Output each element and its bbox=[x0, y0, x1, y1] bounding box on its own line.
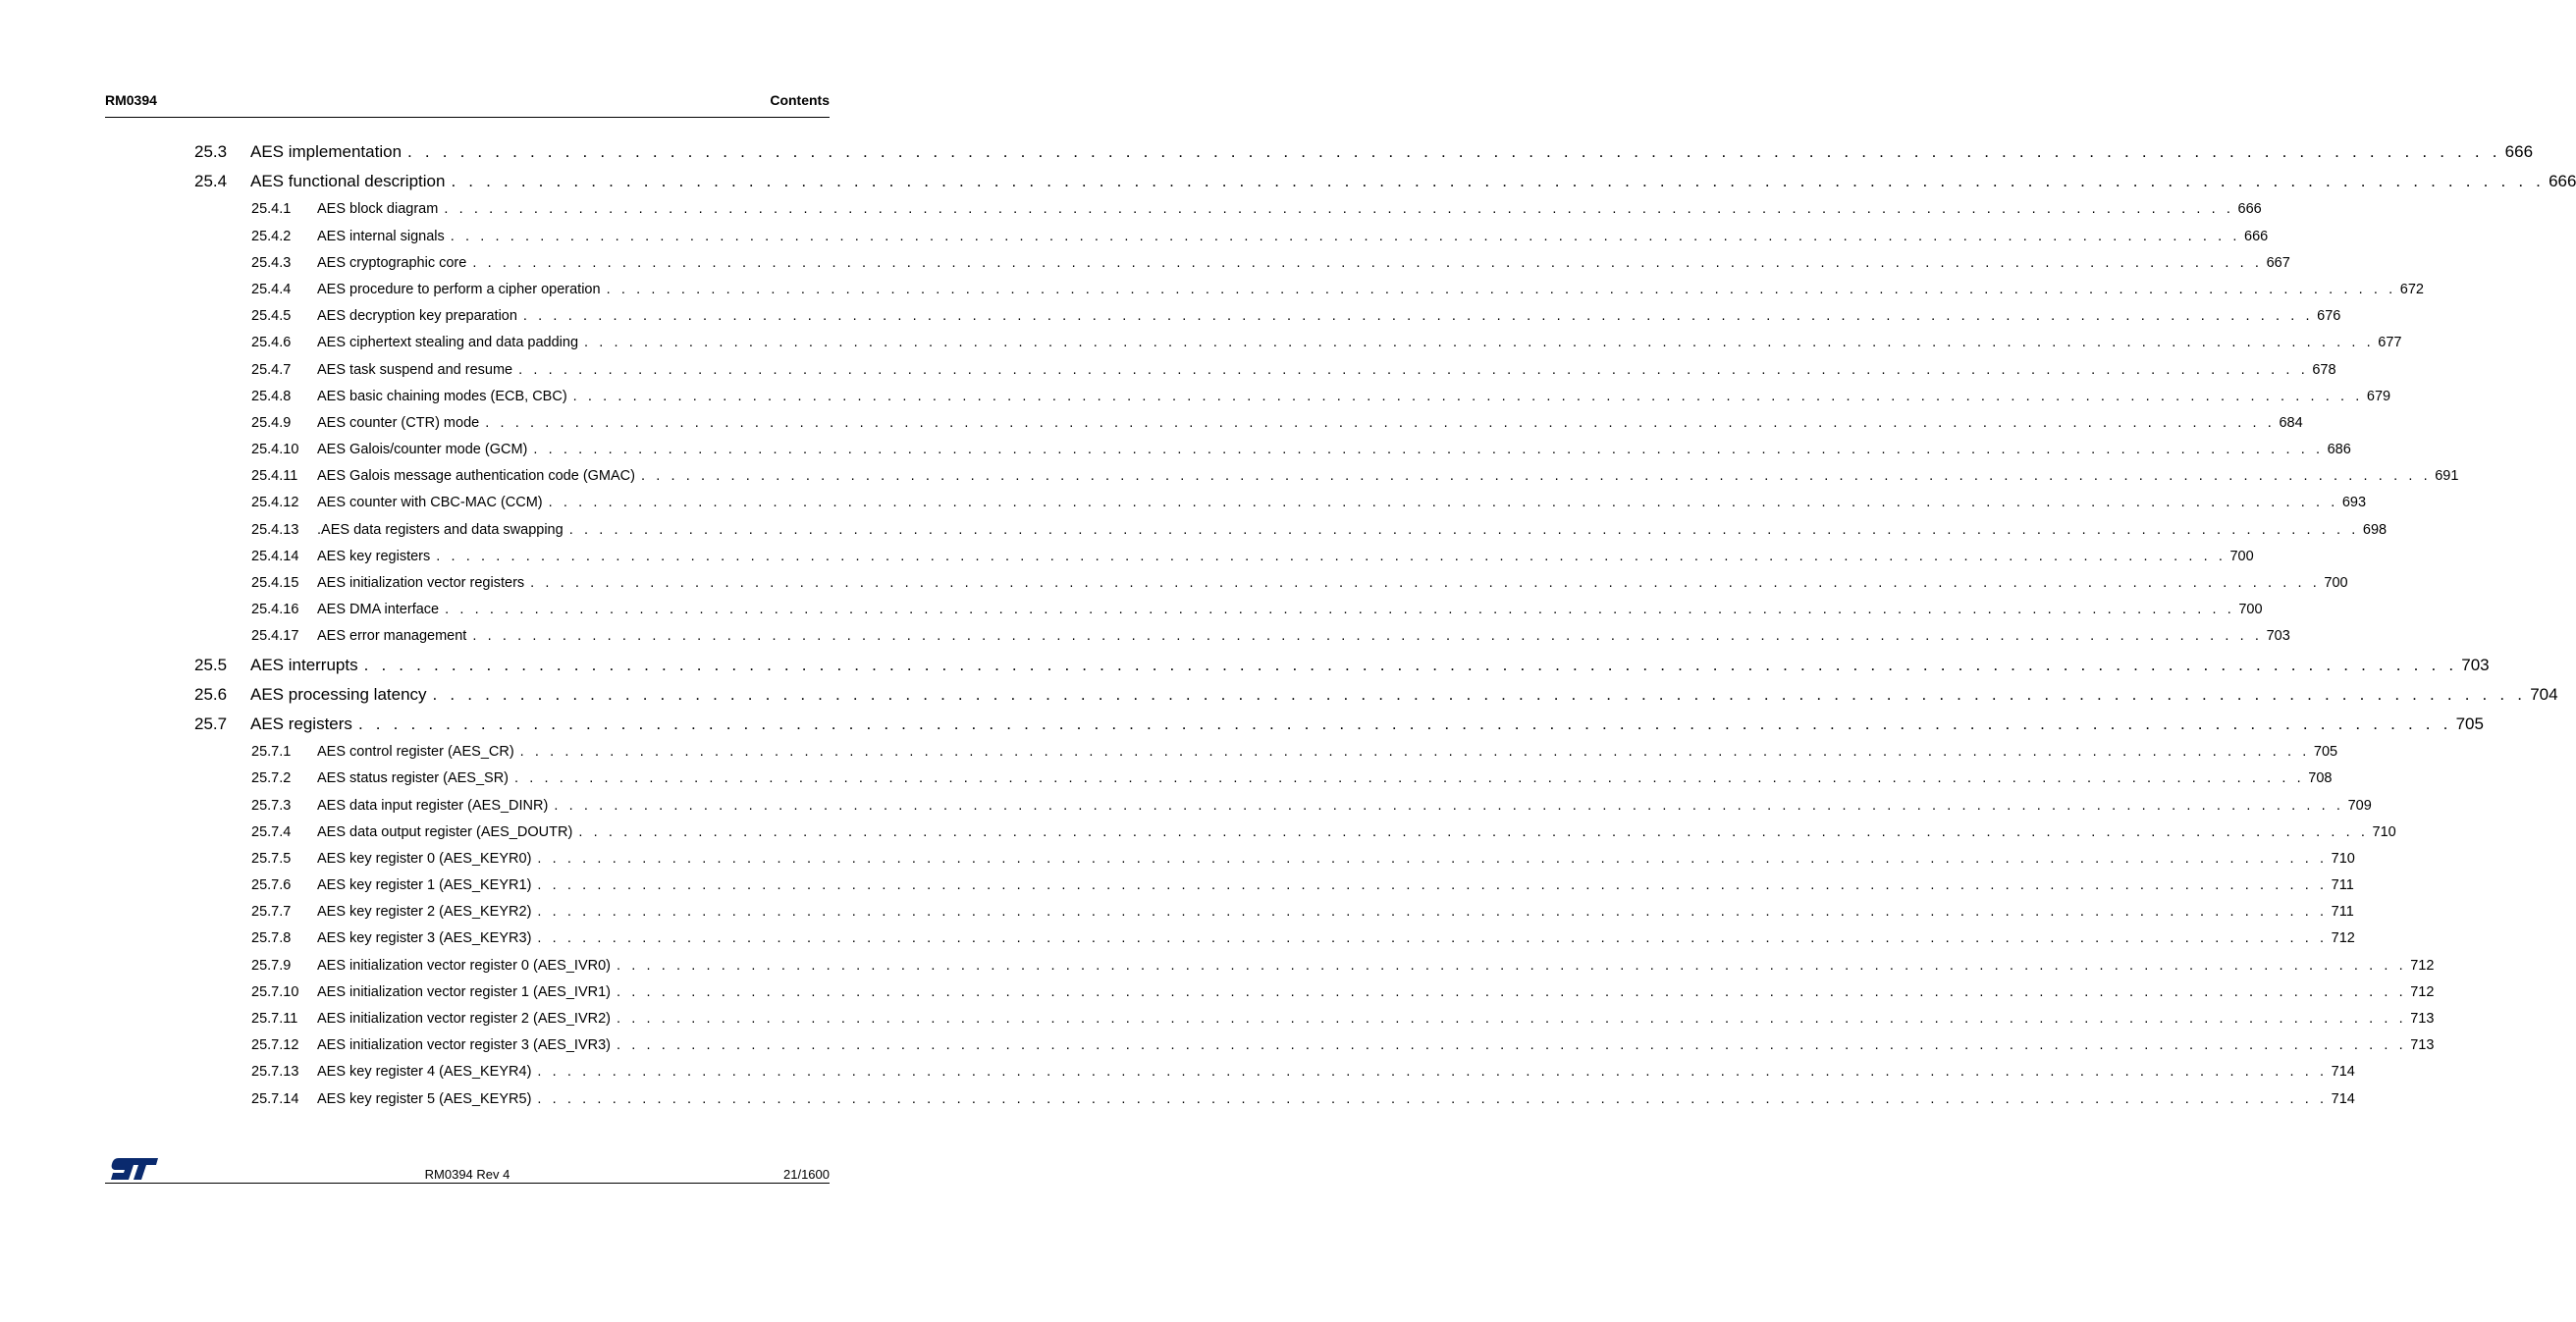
toc-entry-title: AES DMA interface bbox=[317, 602, 440, 618]
toc-entry-title: AES Galois message authentication code (GMAC) bbox=[317, 468, 635, 485]
header-section-title: Contents bbox=[770, 92, 830, 108]
toc-dot-leader: . . . . . . . . . . . . . . . . . . . . . . . . . . . . . . . . . . . . . . . . . . . . . . . . . . . . . . . . . . . . . . . . . . . . . . . . . . . . . . . . . . . . . . . . . . . . . . . . . . . . . . . . . . . . . . . . . . . . . . . . bbox=[432, 684, 2527, 704]
toc-entry-page: 713 bbox=[2410, 1011, 2435, 1027]
toc-entry-number: 25.4.4 bbox=[251, 281, 292, 297]
toc-entry-title: AES internal signals bbox=[317, 228, 445, 244]
page-header bbox=[105, 92, 830, 108]
toc-entry-number: 25.3 bbox=[194, 142, 228, 161]
toc-entry[interactable] bbox=[0, 303, 2341, 330]
toc-entry-number: 25.4.1 bbox=[251, 201, 292, 218]
toc-entry-line bbox=[317, 281, 2424, 297]
toc-entry-page: 666 bbox=[2237, 201, 2262, 218]
toc-entry-page: 672 bbox=[2399, 281, 2424, 297]
toc-dot-leader: . . . . . . . . . . . . . . . . . . . . . . . . . . . . . . . . . . . . . . . . . . . . . . . . . . . . . . . . . . . . . . . . . . . . . . . . . . . . . . . . . . . . . . . . . . . . . . . . . . . . . . . . . . . . . . . . . . . . . . . . bbox=[640, 468, 2432, 485]
toc-entry-page: 666 bbox=[2244, 228, 2269, 244]
toc-entry-title: AES processing latency bbox=[250, 684, 427, 704]
toc-entry-page: 691 bbox=[2435, 468, 2459, 485]
toc-entry-number: 25.7.2 bbox=[251, 770, 292, 787]
toc-entry[interactable] bbox=[0, 739, 2338, 766]
toc-entry-page: 693 bbox=[2341, 495, 2367, 511]
toc-entry-title: AES initialization vector registers bbox=[317, 575, 525, 591]
toc-entry-page: 676 bbox=[2317, 308, 2341, 325]
toc-entry-number: 25.4.10 bbox=[251, 442, 299, 458]
toc-entry-number: 25.7.9 bbox=[251, 957, 292, 974]
toc-dot-leader: . . . . . . . . . . . . . . . . . . . . . . . . . . . . . . . . . . . . . . . . . . . . . . . . . . . . . . . . . . . . . . . . . . . . . . . . . . . . . . . . . . . . . . . . . . . . . . . . . . . . . . . . . . . . . . . . . . . . . . . . bbox=[436, 548, 2227, 564]
toc-entry-number: 25.4.16 bbox=[251, 602, 299, 618]
footer-doc-revision: RM0394 Rev 4 bbox=[424, 1167, 510, 1182]
toc-entry-line bbox=[317, 957, 2435, 974]
toc-entry-page: 710 bbox=[2372, 823, 2396, 840]
toc-entry-number: 25.7.6 bbox=[251, 877, 292, 894]
toc-entry-page: 710 bbox=[2331, 850, 2355, 867]
toc-entry-number: 25.7 bbox=[194, 714, 228, 733]
toc-entry-page: 712 bbox=[2331, 930, 2355, 947]
toc-entry[interactable] bbox=[0, 544, 2254, 570]
toc-entry-line bbox=[250, 714, 2484, 734]
toc-entry[interactable] bbox=[0, 357, 2336, 384]
toc-entry[interactable] bbox=[0, 490, 2367, 516]
toc-entry[interactable] bbox=[0, 793, 2372, 820]
toc-dot-leader: . . . . . . . . . . . . . . . . . . . . . . . . . . . . . . . . . . . . . . . . . . . . . . . . . . . . . . . . . . . . . . . . . . . . . . . . . . . . . . . . . . . . . . . . . . . . . . . . . . . . . . . . . . . . . . . . . . . . . . . . bbox=[548, 495, 2338, 511]
toc-entry-page: 711 bbox=[2331, 877, 2354, 894]
toc-dot-leader: . . . . . . . . . . . . . . . . . . . . . . . . . . . . . . . . . . . . . . . . . . . . . . . . . . . . . . . . . . . . . . . . . . . . . . . . . . . . . . . . . . . . . . . . . . . . . . . . . . . . . . . . . . . . . . . . . . . . . . . . bbox=[451, 172, 2546, 191]
toc-entry-line bbox=[317, 1090, 2355, 1107]
toc-entry-number: 25.4.2 bbox=[251, 228, 292, 244]
toc-entry-line bbox=[317, 823, 2396, 840]
toc-entry[interactable] bbox=[0, 463, 2459, 490]
toc-entry-line bbox=[317, 335, 2402, 351]
toc-dot-leader: . . . . . . . . . . . . . . . . . . . . . . . . . . . . . . . . . . . . . . . . . . . . . . . . . . . . . . . . . . . . . . . . . . . . . . . . . . . . . . . . . . . . . . . . . . . . . . . . . . . . . . . . . . . . . . . . . . . . . . . . bbox=[537, 877, 2328, 894]
toc-entry-page: 698 bbox=[2362, 521, 2388, 538]
toc-entry-line bbox=[317, 254, 2290, 271]
toc-entry-title: AES control register (AES_CR) bbox=[317, 744, 514, 761]
toc-entry-line bbox=[317, 744, 2338, 761]
toc-entry-page: 713 bbox=[2410, 1037, 2435, 1054]
toc-entry-number: 25.7.10 bbox=[251, 983, 299, 1000]
toc-entry-line bbox=[250, 142, 2534, 162]
toc-entry-page: 712 bbox=[2410, 983, 2435, 1000]
toc-entry-number: 25.4.9 bbox=[251, 414, 292, 431]
toc-entry-title: AES implementation bbox=[250, 142, 402, 161]
header-doc-id: RM0394 bbox=[105, 92, 157, 108]
toc-entry-line bbox=[250, 655, 2490, 675]
toc-dot-leader: . . . . . . . . . . . . . . . . . . . . . . . . . . . . . . . . . . . . . . . . . . . . . . . . . . . . . . . . . . . . . . . . . . . . . . . . . . . . . . . . . . . . . . . . . . . . . . . . . . . . . . . . . . . . . . . . . . . . . . . . bbox=[514, 770, 2305, 787]
toc-entry-line bbox=[317, 602, 2263, 618]
toc-dot-leader: . . . . . . . . . . . . . . . . . . . . . . . . . . . . . . . . . . . . . . . . . . . . . . . . . . . . . . . . . . . . . . . . . . . . . . . . . . . . . . . . . . . . . . . . . . . . . . . . . . . . . . . . . . . . . . . . . . . . . . . . bbox=[472, 628, 2263, 645]
toc-entry[interactable] bbox=[0, 570, 2348, 597]
toc-entry-number: 25.7.14 bbox=[251, 1090, 299, 1107]
toc-entry-number: 25.4.3 bbox=[251, 254, 292, 271]
toc-entry[interactable] bbox=[0, 517, 2388, 544]
toc-entry-number: 25.7.13 bbox=[251, 1064, 299, 1081]
toc-dot-leader: . . . . . . . . . . . . . . . . . . . . . . . . . . . . . . . . . . . . . . . . . . . . . . . . . . . . . . . . . . . . . . . . . . . . . . . . . . . . . . . . . . . . . . . . . . . . . . . . . . . . . . . . . . . . . . . . . . . . . . . . bbox=[578, 823, 2369, 840]
toc-entry-line bbox=[317, 628, 2290, 645]
toc-entry-line bbox=[317, 388, 2391, 404]
toc-entry-page: 714 bbox=[2331, 1064, 2355, 1081]
toc-entry[interactable] bbox=[0, 384, 2391, 410]
toc-entry-page: 700 bbox=[2238, 602, 2263, 618]
toc-entry-page: 667 bbox=[2266, 254, 2290, 271]
toc-entry-title: AES initialization vector register 3 (AES_IVR3) bbox=[317, 1037, 611, 1054]
toc-entry-line bbox=[317, 1064, 2355, 1081]
toc-entry-line bbox=[317, 442, 2351, 458]
toc-dot-leader: . . . . . . . . . . . . . . . . . . . . . . . . . . . . . . . . . . . . . . . . . . . . . . . . . . . . . . . . . . . . . . . . . . . . . . . . . . . . . . . . . . . . . . . . . . . . . . . . . . . . . . . . . . . . . . . . . . . . . . . . bbox=[554, 797, 2344, 814]
toc-entry-title: AES counter (CTR) mode bbox=[317, 414, 480, 431]
toc-entry-number: 25.4.14 bbox=[251, 548, 299, 564]
toc-entry-title: AES data output register (AES_DOUTR) bbox=[317, 823, 573, 840]
toc-entry[interactable] bbox=[0, 1032, 2435, 1059]
toc-dot-leader: . . . . . . . . . . . . . . . . . . . . . . . . . . . . . . . . . . . . . . . . . . . . . . . . . . . . . . . . . . . . . . . . . . . . . . . . . . . . . . . . . . . . . . . . . . . . . . . . . . . . . . . . . . . . . . . . . . . . . . . . bbox=[572, 388, 2363, 404]
footer-page-number: 21/1600 bbox=[783, 1167, 830, 1182]
toc-dot-leader: . . . . . . . . . . . . . . . . . . . . . . . . . . . . . . . . . . . . . . . . . . . . . . . . . . . . . . . . . . . . . . . . . . . . . . . . . . . . . . . . . . . . . . . . . . . . . . . . . . . . . . . . . . . . . . . . . . . . . . . . bbox=[617, 1011, 2407, 1027]
toc-dot-leader: . . . . . . . . . . . . . . . . . . . . . . . . . . . . . . . . . . . . . . . . . . . . . . . . . . . . . . . . . . . . . . . . . . . . . . . . . . . . . . . . . . . . . . . . . . . . . . . . . . . . . . . . . . . . . . . . . . . . . . . . bbox=[450, 228, 2240, 244]
toc-entry-line bbox=[317, 468, 2459, 485]
toc-entry-title: AES status register (AES_SR) bbox=[317, 770, 510, 787]
toc-entry[interactable] bbox=[0, 979, 2435, 1006]
toc-entry[interactable] bbox=[0, 710, 2484, 739]
toc-entry-line bbox=[317, 308, 2341, 325]
toc-entry-number: 25.4.12 bbox=[251, 495, 299, 511]
toc-dot-leader: . . . . . . . . . . . . . . . . . . . . . . . . . . . . . . . . . . . . . . . . . . . . . . . . . . . . . . . . . . . . . . . . . . . . . . . . . . . . . . . . . . . . . . . . . . . . . . . . . . . . . . . . . . . . . . . . . . . . . . . . bbox=[537, 904, 2328, 921]
toc-entry-title: AES key register 3 (AES_KEYR3) bbox=[317, 930, 532, 947]
toc-dot-leader: . . . . . . . . . . . . . . . . . . . . . . . . . . . . . . . . . . . . . . . . . . . . . . . . . . . . . . . . . . . . . . . . . . . . . . . . . . . . . . . . . . . . . . . . . . . . . . . . . . . . . . . . . . . . . . . . . . . . . . . . bbox=[584, 335, 2375, 351]
header-rule bbox=[105, 117, 830, 118]
toc-dot-leader: . . . . . . . . . . . . . . . . . . . . . . . . . . . . . . . . . . . . . . . . . . . . . . . . . . . . . . . . . . . . . . . . . . . . . . . . . . . . . . . . . . . . . . . . . . . . . . . . . . . . . . . . . . . . . . . . . . . . . . . . bbox=[537, 1090, 2328, 1107]
toc-entry-page: 700 bbox=[2324, 575, 2348, 591]
toc-entry-title: AES initialization vector register 1 (AES_IVR1) bbox=[317, 983, 611, 1000]
toc-entry-line bbox=[250, 684, 2558, 705]
toc-entry-number: 25.5 bbox=[194, 655, 228, 674]
toc-entry[interactable] bbox=[0, 1086, 2355, 1113]
toc-entry[interactable] bbox=[0, 1006, 2435, 1032]
toc-entry-line bbox=[317, 930, 2355, 947]
toc-dot-leader: . . . . . . . . . . . . . . . . . . . . . . . . . . . . . . . . . . . . . . . . . . . . . . . . . . . . . . . . . . . . . . . . . . . . . . . . . . . . . . . . . . . . . . . . . . . . . . . . . . . . . . . . . . . . . . . . . . . . . . . . bbox=[537, 930, 2328, 947]
toc-dot-leader: . . . . . . . . . . . . . . . . . . . . . . . . . . . . . . . . . . . . . . . . . . . . . . . . . . . . . . . . . . . . . . . . . . . . . . . . . . . . . . . . . . . . . . . . . . . . . . . . . . . . . . . . . . . . . . . . . . . . . . . . bbox=[617, 1037, 2407, 1054]
toc-entry-page: 666 bbox=[2549, 172, 2576, 191]
toc-entry-title: AES key register 1 (AES_KEYR1) bbox=[317, 877, 532, 894]
toc-entry-title: AES key registers bbox=[317, 548, 431, 564]
toc-entry[interactable] bbox=[0, 651, 2490, 680]
toc-entry-number: 25.4.13 bbox=[251, 521, 299, 538]
toc-entry-title: AES basic chaining modes (ECB, CBC) bbox=[317, 388, 567, 404]
toc-entry[interactable] bbox=[0, 873, 2354, 899]
toc-entry-number: 25.7.11 bbox=[251, 1011, 298, 1027]
toc-entry-line bbox=[317, 495, 2367, 511]
toc-entry[interactable] bbox=[0, 846, 2355, 873]
toc-entry-title: AES registers bbox=[250, 714, 352, 733]
toc-dot-leader: . . . . . . . . . . . . . . . . . . . . . . . . . . . . . . . . . . . . . . . . . . . . . . . . . . . . . . . . . . . . . . . . . . . . . . . . . . . . . . . . . . . . . . . . . . . . . . . . . . . . . . . . . . . . . . . . . . . . . . . . bbox=[530, 575, 2321, 591]
toc-entry-number: 25.7.7 bbox=[251, 904, 292, 921]
toc-entry-page: 678 bbox=[2312, 361, 2336, 378]
toc-entry-page: 684 bbox=[2279, 414, 2303, 431]
toc-entry-number: 25.7.3 bbox=[251, 797, 292, 814]
toc-entry-number: 25.4.8 bbox=[251, 388, 292, 404]
toc-dot-leader: . . . . . . . . . . . . . . . . . . . . . . . . . . . . . . . . . . . . . . . . . . . . . . . . . . . . . . . . . . . . . . . . . . . . . . . . . . . . . . . . . . . . . . . . . . . . . . . . . . . . . . . . . . . . . . . . . . . . . . . . bbox=[533, 442, 2324, 458]
toc-dot-leader: . . . . . . . . . . . . . . . . . . . . . . . . . . . . . . . . . . . . . . . . . . . . . . . . . . . . . . . . . . . . . . . . . . . . . . . . . . . . . . . . . . . . . . . . . . . . . . . . . . . . . . . . . . . . . . . . . . . . . . . . bbox=[606, 281, 2396, 297]
toc-dot-leader: . . . . . . . . . . . . . . . . . . . . . . . . . . . . . . . . . . . . . . . . . . . . . . . . . . . . . . . . . . . . . . . . . . . . . . . . . . . . . . . . . . . . . . . . . . . . . . . . . . . . . . . . . . . . . . . . . . . . . . . . bbox=[363, 655, 2458, 674]
toc-entry-page: 679 bbox=[2366, 388, 2391, 404]
toc-entry-title: AES cryptographic core bbox=[317, 254, 467, 271]
toc-entry-page: 666 bbox=[2504, 142, 2534, 161]
toc-dot-leader: . . . . . . . . . . . . . . . . . . . . . . . . . . . . . . . . . . . . . . . . . . . . . . . . . . . . . . . . . . . . . . . . . . . . . . . . . . . . . . . . . . . . . . . . . . . . . . . . . . . . . . . . . . . . . . . . . . . . . . . . bbox=[519, 744, 2310, 761]
toc-entry-line bbox=[317, 770, 2333, 787]
toc-entry-line bbox=[317, 521, 2388, 538]
toc-entry-title: AES key register 0 (AES_KEYR0) bbox=[317, 850, 532, 867]
toc-dot-leader: . . . . . . . . . . . . . . . . . . . . . . . . . . . . . . . . . . . . . . . . . . . . . . . . . . . . . . . . . . . . . . . . . . . . . . . . . . . . . . . . . . . . . . . . . . . . . . . . . . . . . . . . . . . . . . . . . . . . . . . . bbox=[472, 254, 2263, 271]
toc-entry-title: AES ciphertext stealing and data padding bbox=[317, 335, 579, 351]
toc-dot-leader: . . . . . . . . . . . . . . . . . . . . . . . . . . . . . . . . . . . . . . . . . . . . . . . . . . . . . . . . . . . . . . . . . . . . . . . . . . . . . . . . . . . . . . . . . . . . . . . . . . . . . . . . . . . . . . . . . . . . . . . . bbox=[568, 521, 2359, 538]
toc-entry-title: AES data input register (AES_DINR) bbox=[317, 797, 549, 814]
toc-entry-line bbox=[317, 361, 2336, 378]
toc-entry-number: 25.7.4 bbox=[251, 823, 292, 840]
toc-entry[interactable] bbox=[0, 925, 2355, 952]
toc-entry[interactable] bbox=[0, 410, 2303, 437]
toc-entry-line bbox=[317, 228, 2269, 244]
toc-entry[interactable] bbox=[0, 597, 2263, 623]
toc-entry[interactable] bbox=[0, 899, 2354, 925]
toc-entry[interactable] bbox=[0, 820, 2396, 846]
toc-dot-leader: . . . . . . . . . . . . . . . . . . . . . . . . . . . . . . . . . . . . . . . . . . . . . . . . . . . . . . . . . . . . . . . . . . . . . . . . . . . . . . . . . . . . . . . . . . . . . . . . . . . . . . . . . . . . . . . . . . . . . . . . bbox=[444, 201, 2234, 218]
toc-entry[interactable] bbox=[0, 623, 2290, 650]
toc-entry-number: 25.4.5 bbox=[251, 308, 292, 325]
toc-entry-number: 25.6 bbox=[194, 684, 228, 704]
toc-entry-page: 705 bbox=[2455, 714, 2484, 733]
toc-entry-line bbox=[317, 850, 2355, 867]
toc-entry-number: 25.4.6 bbox=[251, 335, 292, 351]
toc-entry-page: 703 bbox=[2461, 655, 2490, 674]
toc-entry-page: 686 bbox=[2327, 442, 2351, 458]
toc-entry-page: 714 bbox=[2331, 1090, 2355, 1107]
toc-entry-page: 703 bbox=[2266, 628, 2290, 645]
toc-entry-number: 25.4.15 bbox=[251, 575, 299, 591]
toc-entry[interactable] bbox=[0, 250, 2290, 277]
toc-entry-number: 25.7.8 bbox=[251, 930, 292, 947]
toc-entry[interactable] bbox=[0, 766, 2333, 792]
toc-entry[interactable] bbox=[0, 680, 2558, 710]
toc-entry-title: AES functional description bbox=[250, 172, 446, 191]
toc-entry-line bbox=[317, 1011, 2435, 1027]
toc-entry-number: 25.4.17 bbox=[251, 628, 299, 645]
toc-entry[interactable] bbox=[0, 1059, 2355, 1085]
toc-entry-page: 708 bbox=[2308, 770, 2333, 787]
toc-entry[interactable] bbox=[0, 330, 2402, 356]
toc-entry-title: AES decryption key preparation bbox=[317, 308, 517, 325]
toc-entry-title: AES task suspend and resume bbox=[317, 361, 513, 378]
toc-entry-line bbox=[250, 172, 2576, 191]
table-of-contents bbox=[0, 137, 2576, 1113]
toc-dot-leader: . . . . . . . . . . . . . . . . . . . . . . . . . . . . . . . . . . . . . . . . . . . . . . . . . . . . . . . . . . . . . . . . . . . . . . . . . . . . . . . . . . . . . . . . . . . . . . . . . . . . . . . . . . . . . . . . . . . . . . . . bbox=[537, 850, 2328, 867]
toc-entry-number: 25.4.11 bbox=[251, 468, 298, 485]
toc-entry-number: 25.7.12 bbox=[251, 1037, 299, 1054]
toc-entry-line bbox=[317, 904, 2354, 921]
toc-entry-title: AES interrupts bbox=[250, 655, 358, 674]
toc-entry[interactable] bbox=[0, 953, 2435, 979]
toc-dot-leader: . . . . . . . . . . . . . . . . . . . . . . . . . . . . . . . . . . . . . . . . . . . . . . . . . . . . . . . . . . . . . . . . . . . . . . . . . . . . . . . . . . . . . . . . . . . . . . . . . . . . . . . . . . . . . . . . . . . . . . . . bbox=[617, 957, 2407, 974]
toc-entry-line bbox=[317, 797, 2372, 814]
toc-entry-number: 25.7.1 bbox=[251, 744, 292, 761]
toc-entry-number: 25.4 bbox=[194, 172, 228, 191]
toc-dot-leader: . . . . . . . . . . . . . . . . . . . . . . . . . . . . . . . . . . . . . . . . . . . . . . . . . . . . . . . . . . . . . . . . . . . . . . . . . . . . . . . . . . . . . . . . . . . . . . . . . . . . . . . . . . . . . . . . . . . . . . . . bbox=[485, 414, 2276, 431]
toc-entry-title: AES counter with CBC-MAC (CCM) bbox=[317, 495, 543, 511]
toc-entry-number: 25.4.7 bbox=[251, 361, 292, 378]
toc-dot-leader: . . . . . . . . . . . . . . . . . . . . . . . . . . . . . . . . . . . . . . . . . . . . . . . . . . . . . . . . . . . . . . . . . . . . . . . . . . . . . . . . . . . . . . . . . . . . . . . . . . . . . . . . . . . . . . . . . . . . . . . . bbox=[357, 714, 2452, 733]
toc-entry[interactable] bbox=[0, 167, 2576, 196]
toc-entry-line bbox=[317, 877, 2354, 894]
toc-entry-line bbox=[317, 548, 2254, 564]
toc-entry-title: AES initialization vector register 2 (AES_IVR2) bbox=[317, 1011, 611, 1027]
toc-entry[interactable] bbox=[0, 277, 2424, 303]
toc-entry-page: 712 bbox=[2410, 957, 2435, 974]
toc-entry-title: AES procedure to perform a cipher operation bbox=[317, 281, 601, 297]
toc-entry-line bbox=[317, 983, 2435, 1000]
toc-entry-line bbox=[317, 414, 2303, 431]
toc-entry-page: 704 bbox=[2530, 684, 2558, 704]
toc-dot-leader: . . . . . . . . . . . . . . . . . . . . . . . . . . . . . . . . . . . . . . . . . . . . . . . . . . . . . . . . . . . . . . . . . . . . . . . . . . . . . . . . . . . . . . . . . . . . . . . . . . . . . . . . . . . . . . . . . . . . . . . . bbox=[617, 983, 2407, 1000]
toc-dot-leader: . . . . . . . . . . . . . . . . . . . . . . . . . . . . . . . . . . . . . . . . . . . . . . . . . . . . . . . . . . . . . . . . . . . . . . . . . . . . . . . . . . . . . . . . . . . . . . . . . . . . . . . . . . . . . . . . . . . . . . . . bbox=[518, 361, 2309, 378]
toc-entry-title: AES key register 4 (AES_KEYR4) bbox=[317, 1064, 532, 1081]
toc-entry[interactable] bbox=[0, 196, 2262, 223]
toc-dot-leader: . . . . . . . . . . . . . . . . . . . . . . . . . . . . . . . . . . . . . . . . . . . . . . . . . . . . . . . . . . . . . . . . . . . . . . . . . . . . . . . . . . . . . . . . . . . . . . . . . . . . . . . . . . . . . . . . . . . . . . . . bbox=[537, 1064, 2328, 1081]
toc-entry-number: 25.7.5 bbox=[251, 850, 292, 867]
toc-entry[interactable] bbox=[0, 437, 2351, 463]
toc-entry-line bbox=[317, 201, 2262, 218]
toc-entry-page: 700 bbox=[2229, 548, 2254, 564]
toc-entry[interactable] bbox=[0, 224, 2269, 250]
toc-entry-page: 711 bbox=[2331, 904, 2354, 921]
toc-entry-title: AES error management bbox=[317, 628, 467, 645]
toc-dot-leader: . . . . . . . . . . . . . . . . . . . . . . . . . . . . . . . . . . . . . . . . . . . . . . . . . . . . . . . . . . . . . . . . . . . . . . . . . . . . . . . . . . . . . . . . . . . . . . . . . . . . . . . . . . . . . . . . . . . . . . . . bbox=[445, 602, 2235, 618]
toc-entry-line bbox=[317, 575, 2348, 591]
toc-entry-title: AES key register 2 (AES_KEYR2) bbox=[317, 904, 532, 921]
toc-entry-title: AES Galois/counter mode (GCM) bbox=[317, 442, 528, 458]
toc-entry-title: AES key register 5 (AES_KEYR5) bbox=[317, 1090, 532, 1107]
toc-entry-title: AES initialization vector register 0 (AES_IVR0) bbox=[317, 957, 611, 974]
toc-dot-leader: . . . . . . . . . . . . . . . . . . . . . . . . . . . . . . . . . . . . . . . . . . . . . . . . . . . . . . . . . . . . . . . . . . . . . . . . . . . . . . . . . . . . . . . . . . . . . . . . . . . . . . . . . . . . . . . . . . . . . . . . bbox=[522, 308, 2314, 325]
toc-entry-page: 677 bbox=[2378, 335, 2402, 351]
toc-entry-line bbox=[317, 1037, 2435, 1054]
footer-rule bbox=[105, 1183, 830, 1184]
toc-entry-page: 709 bbox=[2347, 797, 2372, 814]
toc-entry-title: AES block diagram bbox=[317, 201, 439, 218]
toc-entry[interactable] bbox=[0, 137, 2534, 167]
toc-entry-page: 705 bbox=[2313, 744, 2338, 761]
toc-entry-title: .AES data registers and data swapping bbox=[317, 521, 564, 538]
toc-dot-leader: . . . . . . . . . . . . . . . . . . . . . . . . . . . . . . . . . . . . . . . . . . . . . . . . . . . . . . . . . . . . . . . . . . . . . . . . . . . . . . . . . . . . . . . . . . . . . . . . . . . . . . . . . . . . . . . . . . . . . . . . bbox=[407, 142, 2501, 161]
